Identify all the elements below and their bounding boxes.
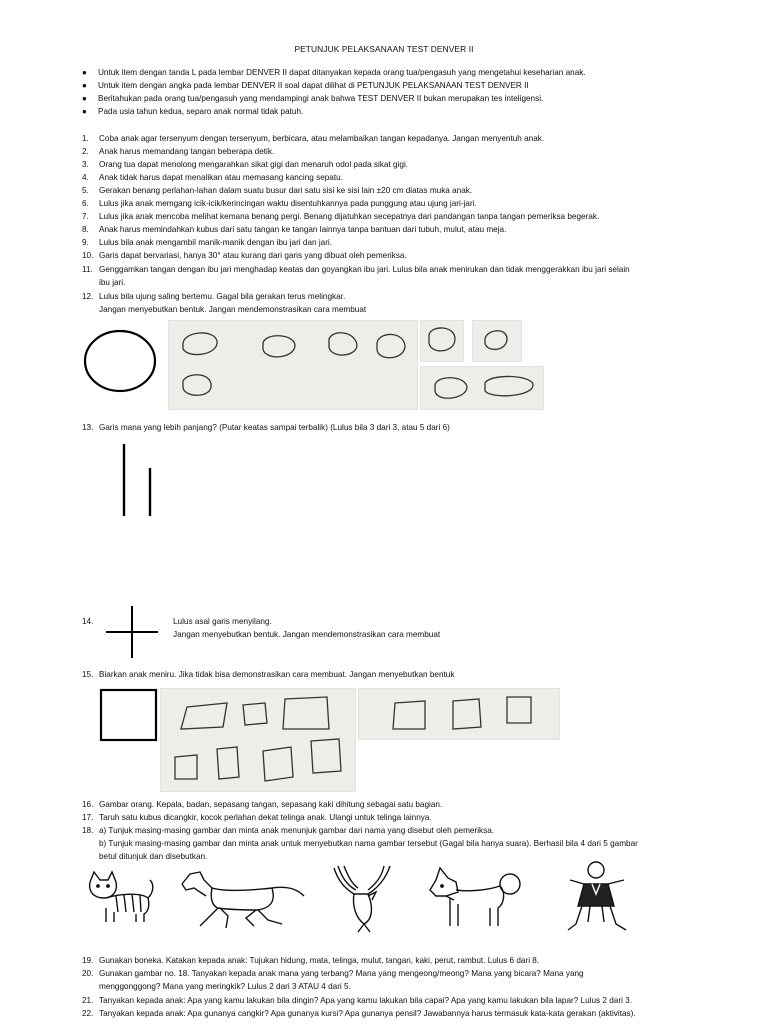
item-text: Anak tidak harus dapat menalikan atau memasang kancing sepatu. <box>99 173 343 182</box>
item-number: 19. <box>82 956 94 965</box>
item-number: 1. <box>82 134 89 143</box>
item-text: Gambar orang. Kepala, badan, sepasang tangan, sepasang kaki dihitung sebagai satu bagian. <box>99 800 443 809</box>
item-text: Anak harus memandang tangan beberapa detik. <box>99 147 275 156</box>
item-text: Coba anak agar tersenyum dengan tersenyum, berbicara, atau melambaikan tangan kepadanya. Jangan menyentuh anak. <box>99 134 545 143</box>
bird-picture <box>328 862 396 936</box>
list-item <box>82 184 722 197</box>
item-number: 6. <box>82 199 89 208</box>
item-text: Jangan menyebutkan bentuk. Jangan mendemonstrasikan cara membuat <box>173 630 441 639</box>
bullet-text: Untuk item dengan tanda L pada lembar DENVER II dapat ditanyakan kepada orang tua/pengasuh yang mengetahui keseharian anak. <box>98 68 586 77</box>
item-number: 7. <box>82 212 89 221</box>
item-number: 9. <box>82 238 89 247</box>
item-text: Lulus asal garis menyilang. <box>173 617 272 626</box>
list-item <box>82 668 722 681</box>
item-number: 17. <box>82 813 94 822</box>
item-text: Genggamkan tangan dengan ibu jari menghadap keatas dan goyangkan ibu jari. Lulus bila anak menirukan dan tidak menggerakkan ibu jari selain <box>99 265 630 274</box>
item-text: Orang tua dapat menolong mengarahkan sikat gigi dan menaruh odol pada sikat gigi. <box>99 160 409 169</box>
bullet-item: ● Pada usia tahun kedua, separo anak normal tidak patuh. <box>82 107 304 116</box>
drawn-circle-photo <box>472 320 522 362</box>
bullet-text: Untuk item dengan angka pada lembar DENVER II soal dapat dilihat di PETUNJUK PELAKSANAAN TEST DENVER II <box>98 81 529 90</box>
item-text: Lulus bila ujung saling bertemu. Gagal bila gerakan terus melingkar. <box>99 292 346 301</box>
item-text: Garis mana yang lebih panjang? (Putar keatas sampai terbalik) (Lulus bila 3 dari 3, atau 5 dari 6) <box>99 423 450 432</box>
list-item <box>82 824 722 837</box>
list-item <box>82 145 722 158</box>
item-continuation: Jangan menyebutkan bentuk. Jangan mendemonstrasikan cara membuat <box>99 305 367 314</box>
bullet-text: Pada usia tahun kedua, separo anak normal tidak patuh. <box>98 107 304 116</box>
item-number: 20. <box>82 969 94 978</box>
item-text: Taruh satu kubus dicangkir, kocok perlahan dekat telinga anak. Ulangi untuk telinga lainnya. <box>99 813 432 822</box>
item-text: menggonggong? Mana yang meringkik? Lulus 2 dari 3 ATAU 4 dari 5. <box>99 982 351 991</box>
drawn-circle-sketch <box>421 321 463 361</box>
list-item <box>82 132 722 145</box>
item-number: 18. <box>82 826 94 835</box>
item-number: 12. <box>82 292 94 301</box>
list-item <box>82 158 722 171</box>
list-item <box>82 263 722 276</box>
item-continuation: ibu jari. <box>99 278 126 287</box>
item-number: 21. <box>82 996 94 1005</box>
drawn-circles-sketch <box>169 321 417 409</box>
list-item <box>82 421 722 434</box>
item-text: Biarkan anak meniru. Jika tidak bisa demonstrasikan cara membuat. Jangan menyebutkan bentuk <box>99 670 455 679</box>
list-item <box>82 236 722 249</box>
item-text: Lulus jika anak mencoba melihat kemana benang pergi. Benang dijatuhkan secepatnya dari pandangan tanpa tangan pemeriksa begerak. <box>99 212 600 221</box>
item-text: Anak harus memindahkan kubus dari satu tangan ke tangan lainnya tanpa bantuan dari tubuh, mulut, atau meja. <box>99 225 507 234</box>
list-item <box>82 290 722 303</box>
item-text: Tanyakan kepada anak: Apa yang kamu lakukan bila dingin? Apa yang kamu lakukan bila capai? Apa yang kamu lakukan bila lapar? Lulus 2 dari 3. <box>99 996 632 1005</box>
cross-figure <box>104 604 160 660</box>
item-text: betul ditunjuk dan disebutkan. <box>99 852 208 861</box>
drawn-circles-photo <box>168 320 418 410</box>
bullet-item: ● Untuk item dengan tanda L pada lembar DENVER II dapat ditanyakan kepada orang tua/pengasuh yang mengetahui keseharian anak. <box>82 68 586 77</box>
item-number: 15. <box>82 670 94 679</box>
item-text: Gunakan gambar no. 18. Tanyakan kepada anak mana yang terbang? Mana yang mengeong/meong? Mana yang bicara? Mana yang <box>99 969 584 978</box>
item-text: Garis dapat bervariasi, hanya 30° atau kurang dari garis yang dibuat oleh pemeriksa. <box>99 251 407 260</box>
item-text: a) Tunjuk masing-masing gambar dan minta anak menunjuk gambar dari nama yang disebut oleh pemeriksa. <box>99 826 495 835</box>
list-item <box>82 954 722 967</box>
drawn-squares-sketch <box>161 689 355 791</box>
item-number: 2. <box>82 147 89 156</box>
drawn-squares-photo <box>160 688 356 792</box>
item-text: b) Tunjuk masing-masing gambar dan minta anak untuk menyebutkan nama gambar tersebut (Gagal bila hanya suara). Berhasil bila 4 dari 5 gambar <box>99 839 638 848</box>
page-title: PETUNJUK PELAKSANAAN TEST DENVER II <box>294 44 474 54</box>
horse-picture <box>176 866 310 932</box>
square-example-figure <box>99 688 159 742</box>
item-number: 22. <box>82 1009 94 1018</box>
list-item <box>82 967 722 980</box>
bullet-text: Beritahukan pada orang tua/pengasuh yang mendampingi anak bahwa TEST DENVER II bukan merupakan tes inteligensi. <box>98 94 544 103</box>
list-item <box>82 1007 722 1020</box>
cat-picture <box>84 868 156 924</box>
list-item <box>82 171 722 184</box>
item-number: 5. <box>82 186 89 195</box>
list-item <box>82 197 722 210</box>
drawn-circles-sketch <box>421 367 543 409</box>
item-number: 16. <box>82 800 94 809</box>
list-item <box>82 249 722 262</box>
drawn-circle-photo <box>420 320 464 362</box>
item-number: 3. <box>82 160 89 169</box>
item-number: 8. <box>82 225 89 234</box>
item-number: 14. <box>82 617 94 626</box>
drawn-squares-photo <box>358 688 560 740</box>
drawn-squares-sketch <box>359 689 559 739</box>
list-item <box>82 223 722 236</box>
list-item <box>82 811 722 824</box>
item-number: 11. <box>82 265 93 274</box>
line-comparison-figure <box>112 440 162 520</box>
list-item <box>82 798 722 811</box>
drawn-circles-photo <box>420 366 544 410</box>
drawn-circle-sketch <box>473 321 521 361</box>
dog-picture <box>426 864 526 930</box>
list-item <box>82 994 722 1007</box>
circle-example-figure <box>82 328 158 394</box>
item-number: 13. <box>82 423 94 432</box>
bullet-item: ● Untuk item dengan angka pada lembar DENVER II soal dapat dilihat di PETUNJUK PELAKSANAAN TEST DENVER II <box>82 81 529 90</box>
item-number: 10. <box>82 251 94 260</box>
man-picture <box>562 860 632 936</box>
item-text: Gerakan benang perlahan-lahan dalam suatu busur dari satu sisi ke sisi lain ±20 cm diatas muka anak. <box>99 186 473 195</box>
item-text: Lulus bila anak mengambil manik-manik dengan ibu jari dan jari. <box>99 238 333 247</box>
list-item <box>82 210 722 223</box>
item-number: 4. <box>82 173 89 182</box>
bullet-item: ● Beritahukan pada orang tua/pengasuh yang mendampingi anak bahwa TEST DENVER II bukan merupakan tes inteligensi. <box>82 94 544 103</box>
item-text: Lulus jika anak memgang icik-icik/kerincingan waktu disentuhkannya pada punggung atau ujung jari-jari. <box>99 199 477 208</box>
item-text: Gunakan boneka. Katakan kepada anak: Tujukan hidung, mata, telinga, mulut, tangan, kaki, perut, rambut. Lulus 6 dari 8. <box>99 956 540 965</box>
item-text: Tanyakan kepada anak: Apa gunanya cangkir? Apa gunanya kursi? Apa gunanya pensil? Jawabannya harus termasuk kata-kata gerakan (aktivitas). <box>99 1009 636 1018</box>
